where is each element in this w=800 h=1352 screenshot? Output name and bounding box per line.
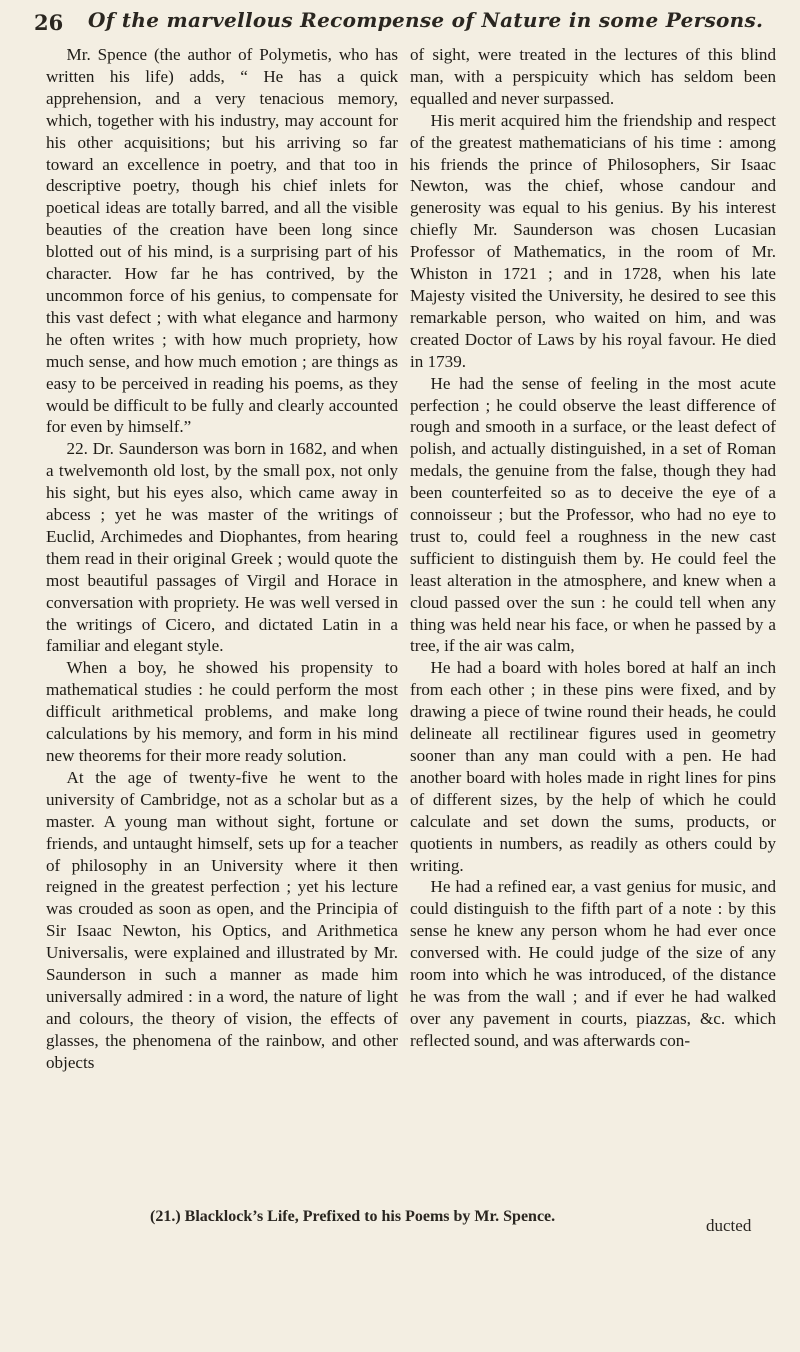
paragraph: At the age of twenty-five he went to the university of Cambridge, not as a scholar but as a master. A young man without sight, fortune or friends, and untaught himself, sets up for a teacher of philosophy in an University where it then reigned in the greatest perfection ; yet his lecture was crouded as soon as open, and the Principia of Sir Isaac Newton, his Optics, and Arithmetica Universalis, were explained and illustrated by Mr. Saunderson in such a manner as made him universally admired : in a word, the nature of light and colours, the theory of vision, the effects of glasses, the phenomena of the rainbow, and other objects	[46, 767, 398, 1072]
paragraph: His merit acquired him the friendship and respect of the greatest mathematicians of his time : among his friends the prince of Philosophers, Sir Isaac Newton, was the chief, whose candour and generosity was equal to his genius. By his interest chiefly Mr. Saunderson was chosen Lucasian Professor of Mathematics, in the room of Mr. Whiston in 1721 ; and in 1728, when his late Majesty visited the University, he desired to see this remarkable person, who waited on him, and was created Doctor of Laws by his royal favour. He died in 1739.	[410, 110, 776, 371]
running-title: Of the marvellous Recompense of Nature in some Persons.	[88, 8, 764, 32]
paragraph: He had a refined ear, a vast genius for music, and could distinguish to the fifth part of a note : by this sense he knew any person whom he had ever once conversed with. He could judge of the size of any room into which he was introduced, of the distance he was from the wall ; and if ever he had walked over any pavement in courts, piazzas, &c. which reflected sound, and was afterwards con-	[410, 877, 776, 1050]
page-number: 26	[34, 10, 64, 35]
right-column	[410, 44, 776, 1202]
catchword: ducted	[706, 1216, 752, 1235]
paragraph: of sight, were treated in the lectures of this blind man, with a perspicuity which has seldom been equalled and never surpassed.	[410, 45, 776, 108]
paragraph: He had a board with holes bored at half an inch from each other ; in these pins were fixed, and by drawing a piece of twine round their heads, he could delineate all rectilinear figures used in geometry sooner than any man could with a pen. He had another board with holes made in right lines for pins of different sizes, by the help of which he could calculate and set down the sums, products, or quotients in numbers, as readily as others could by writing.	[410, 658, 776, 875]
left-column	[46, 44, 398, 1202]
page-header	[30, 8, 780, 38]
paragraph: When a boy, he showed his propensity to mathematical studies : he could perform the most difficult arithmetical problems, and make long calculations by his memory, and form in his mind new theorems for their more ready solution.	[46, 658, 398, 765]
paragraph: He had the sense of feeling in the most acute perfection ; he could observe the least difference of rough and smooth in a surface, or the least defect of polish, and actually distinguished, in a set of Roman medals, the genuine from the false, though they had been counterfeited so as to deceive the eye of a connoisseur ; but the Professor, who had no eye to trust to, could feel a roughness in the new cast sufficient to distinguish them by. He could feel the least alteration in the atmosphere, and knew when a cloud passed over the sun : he could tell when any thing was held near his face, or when he passed by a tree, if the air was calm,	[410, 373, 776, 656]
paragraph: 22. Dr. Saunderson was born in 1682, and when a twelvemonth old lost, by the small pox, not only his sight, but his eyes also, which came away in abcess ; yet he was master of the writings of Euclid, Archimedes and Diophantes, from hearing them read in their original Greek ; would quote the most beautiful passages of Virgil and Horace in conversation with propriety. He was well versed in the writings of Cicero, and dictated Latin in a familiar and elegant style.	[46, 439, 398, 656]
footnote: (21.) Blacklock’s Life, Prefixed to his Poems by Mr. Spence.	[150, 1208, 556, 1225]
paragraph: Mr. Spence (the author of Polymetis, who has written his life) adds, “ He has a quick apprehension, and a very tenacious memory, which, together with his industry, may account for his other acquisitions; but his arriving so far toward an excellence in poetry, and that too in descriptive poetry, though his chief inlets for poetical ideas are totally barred, and all the visible beauties of the creation have been long since blotted out of his mind, is a surprising part of his character. How far he has contrived, by the uncommon force of his genius, to compensate for this vast defect ; with what elegance and harmony he often writes ; with how much propriety, how much sense, and how much emotion ; are things as easy to be perceived in reading his poems, as they would be difficult to be fully and clearly accounted for even by himself.”	[46, 45, 398, 437]
